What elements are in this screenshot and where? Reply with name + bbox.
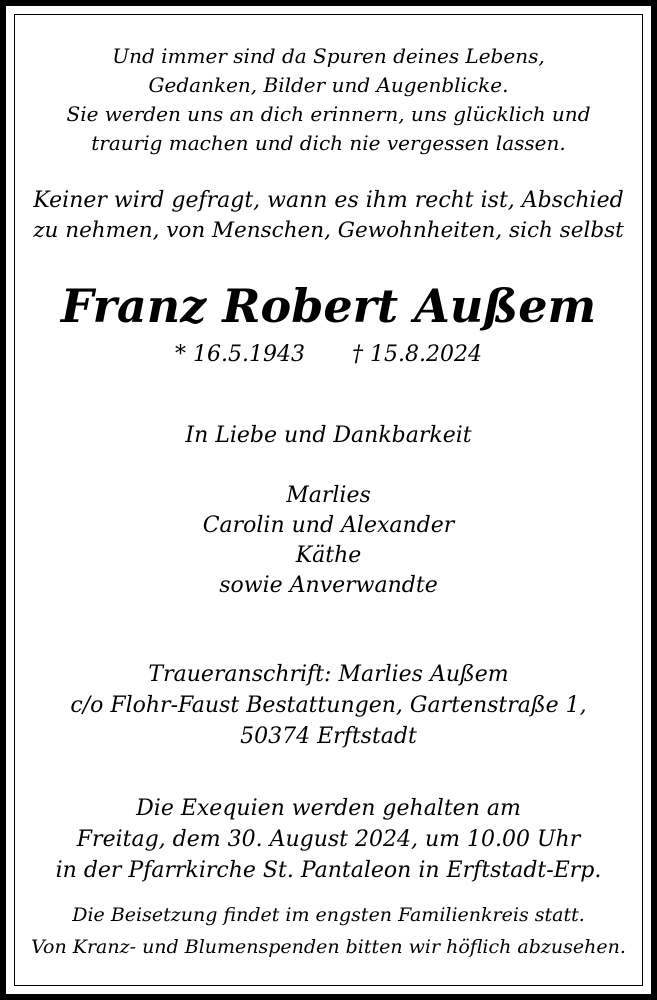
address-line: Traueranschrift: Marlies Außem	[148, 662, 509, 687]
verse-line: traurig machen und dich nie vergessen lassen.	[91, 131, 566, 155]
memorial-verse	[20, 42, 637, 158]
mourner-name: Carolin und Alexander	[202, 513, 455, 538]
burial-note	[20, 899, 637, 963]
mourner-name: sowie Anverwandte	[219, 573, 438, 598]
mourner-name: Käthe	[295, 543, 362, 568]
birth-date: * 16.5.1943	[175, 342, 305, 367]
life-dates	[20, 340, 637, 370]
funeral-service-info	[20, 793, 637, 886]
mourning-address	[20, 659, 637, 752]
burial-line: Von Kranz- und Blumenspenden bitten wir höflich abzusehen.	[31, 936, 626, 958]
farewell-quote	[20, 186, 637, 246]
quote-line: Keiner wird gefragt, wann es ihm recht ist, Abschied	[33, 188, 624, 213]
quote-line: zu nehmen, von Menschen, Gewohnheiten, sich selbst	[33, 218, 624, 243]
service-line: Die Exequien werden gehalten am	[136, 796, 521, 821]
dedication-line: In Liebe und Dankbarkeit	[185, 423, 472, 448]
service-line: Freitag, dem 30. August 2024, um 10.00 Uhr	[76, 827, 581, 852]
mourner-name: Marlies	[286, 483, 371, 508]
death-date: † 15.8.2024	[352, 342, 482, 367]
service-line: in der Pfarrkirche St. Pantaleon in Erftstadt-Erp.	[55, 858, 602, 883]
address-line: 50374 Erftstadt	[240, 724, 417, 749]
mourners-list	[20, 481, 637, 601]
verse-line: Und immer sind da Spuren deines Lebens,	[112, 44, 545, 68]
address-line: c/o Flohr-Faust Bestattungen, Gartenstraße 1,	[70, 693, 587, 718]
deceased-name: Franz Robert Außem	[60, 279, 597, 333]
verse-line: Gedanken, Bilder und Augenblicke.	[148, 73, 509, 97]
burial-line: Die Beisetzung findet im engsten Familienkreis statt.	[72, 904, 585, 926]
obituary-notice	[20, 0, 637, 1000]
verse-line: Sie werden uns an dich erinnern, uns glücklich und	[66, 102, 591, 126]
